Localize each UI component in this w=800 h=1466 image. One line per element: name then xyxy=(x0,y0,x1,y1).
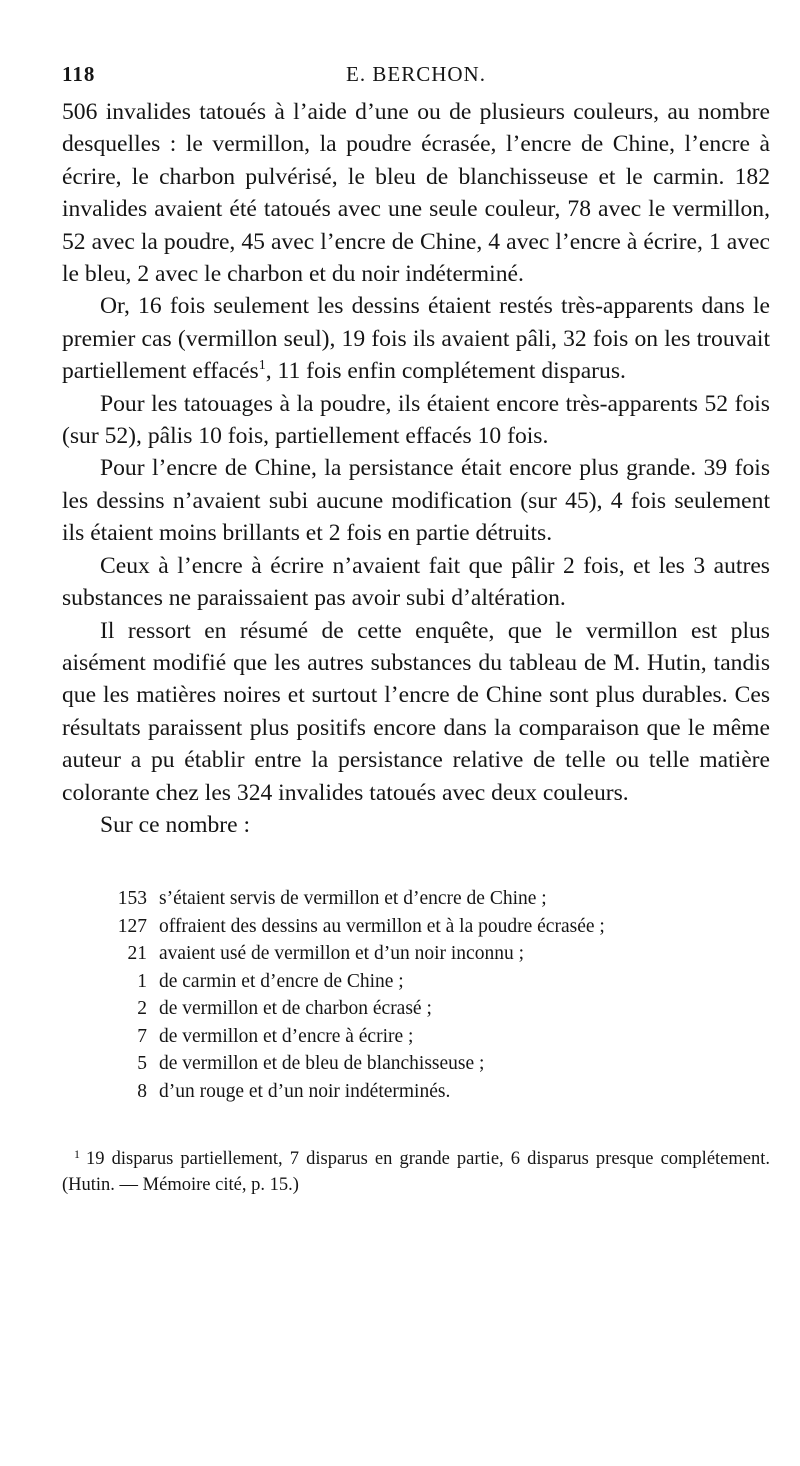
list-item-number: 2 xyxy=(137,998,147,1020)
tattoo-color-list xyxy=(62,885,770,1105)
paragraph-1: 506 invalides tatoués à l’aide d’une ou de plusieurs couleurs, au nombre desquelles : le vermillon, la poudre écrasée, l’encre de Chine, l’encre à écrire, le charbon pulvérisé, le bleu de blanchisseuse et le carmin. 182 invalides avaient été tatoués avec une seule couleur, 78 avec le vermillon, 52 avec la poudre, 45 avec l’encre de Chine, 4 avec l’encre à écrire, 1 avec le bleu, 2 avec le charbon et du noir indéterminé. xyxy=(62,99,770,288)
paragraph-6: Il ressort en résumé de cette enquête, que le vermillon est plus aisément modifié que les autres substances du tableau de M. Hutin, tandis que les matières noires et surtout l’encre de Chine sont plus durables. Ces résultats paraissent plus positifs encore dans la comparaison que le même auteur a pu établir entre la persistance relative de telle ou telle matière colorante chez les 324 invalides tatoués avec deux couleurs. xyxy=(62,617,770,806)
paragraph-2-text: Or, 16 fois seulement les dessins étaient restés très-apparents dans le premier cas (vermillon seul), 19 fois ils avaient pâli, 32 fois on les trouvait partiellement effacés xyxy=(62,293,770,385)
list-item xyxy=(62,1078,770,1106)
list-item xyxy=(62,940,770,968)
list-item-number: 127 xyxy=(117,915,147,937)
list-item-text: d’un rouge et d’un noir indéterminés. xyxy=(159,1080,451,1102)
list-item-number: 8 xyxy=(137,1080,147,1102)
list-item xyxy=(62,885,770,913)
list-item-text: de vermillon et de charbon écrasé ; xyxy=(159,998,432,1020)
list-item-text: de carmin et d’encre de Chine ; xyxy=(159,970,404,992)
paragraph-2 xyxy=(62,290,770,387)
footnote-text: 19 disparus partiellement, 7 disparus en grande partie, 6 disparus presque complétement. (Hutin. — Mémoire cité, p. 15.) xyxy=(62,1149,770,1196)
page-number: 118 xyxy=(62,62,96,86)
list-item-text: de vermillon et d’encre à écrire ; xyxy=(159,1025,414,1047)
list-item-number: 5 xyxy=(137,1053,147,1075)
list-item xyxy=(62,968,770,996)
page-header xyxy=(62,62,770,96)
list-item xyxy=(62,1050,770,1078)
list-item-number: 1 xyxy=(137,970,147,992)
list-item xyxy=(62,913,770,941)
list-item-number: 21 xyxy=(127,943,147,965)
page xyxy=(62,62,770,1198)
list-item xyxy=(62,995,770,1023)
list-item-text: s’étaient servis de vermillon et d’encre de Chine ; xyxy=(159,888,547,910)
footnote-mark: 1 xyxy=(74,1147,80,1162)
paragraph-7: Sur ce nombre : xyxy=(100,811,251,838)
list-item-number: 7 xyxy=(137,1025,147,1047)
paragraph-5: Ceux à l’encre à écrire n’avaient fait que pâlir 2 fois, et les 3 autres substances ne paraissaient pas avoir subi d’altération. xyxy=(62,552,770,612)
footnote-reference: 1 xyxy=(258,358,266,374)
body-text xyxy=(62,96,770,841)
list-item-text: offraient des dessins au vermillon et à la poudre écrasée ; xyxy=(159,915,605,937)
paragraph-2-text-end: , 11 fois enfin complétement disparus. xyxy=(265,358,626,385)
running-title: E. BERCHON. xyxy=(346,62,486,86)
list-item xyxy=(62,1023,770,1051)
paragraph-4: Pour l’encre de Chine, la persistance était encore plus grande. 39 fois les dessins n’avaient subi aucune modification (sur 45), 4 fois seulement ils étaient moins brillants et 2 fois en partie détruits. xyxy=(62,455,770,547)
list-item-text: avaient usé de vermillon et d’un noir inconnu ; xyxy=(159,943,524,965)
list-item-text: de vermillon et de bleu de blanchisseuse ; xyxy=(159,1053,485,1075)
paragraph-3: Pour les tatouages à la poudre, ils étaient encore très-apparents 52 fois (sur 52), pâlis 10 fois, partiellement effacés 10 fois. xyxy=(62,390,770,450)
list-item-number: 153 xyxy=(117,888,147,910)
footnote xyxy=(62,1141,770,1198)
